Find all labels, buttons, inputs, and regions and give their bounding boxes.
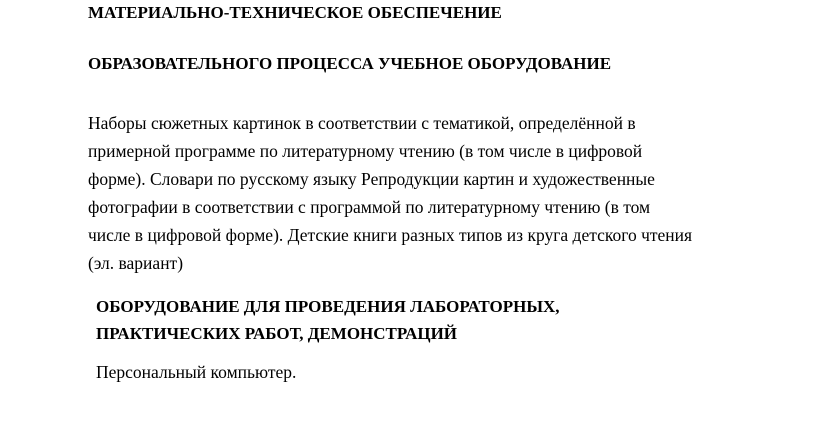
paragraph-materials-list — [88, 109, 692, 277]
paragraph-line: Наборы сюжетных картинок в соответствии с тематикой, определённой в — [88, 113, 636, 133]
heading-line: ПРАКТИЧЕСКИХ РАБОТ, ДЕМОНСТРАЦИЙ — [96, 324, 458, 343]
paragraph-line: числе в цифровой форме). Детские книги разных типов из круга детского чтения — [88, 225, 693, 245]
heading-material-support: МАТЕРИАЛЬНО-ТЕХНИЧЕСКОЕ ОБЕСПЕЧЕНИЕ — [88, 3, 502, 22]
heading-line: ОБОРУДОВАНИЕ ДЛЯ ПРОВЕДЕНИЯ ЛАБОРАТОРНЫХ, — [96, 297, 560, 316]
paragraph-line: фотографии в соответствии с программой по литературному чтению (в том — [88, 197, 651, 217]
heading-educational-equipment: ОБРАЗОВАТЕЛЬНОГО ПРОЦЕССА УЧЕБНОЕ ОБОРУДОВАНИЕ — [88, 54, 612, 73]
paragraph-line: форме). Словари по русскому языку Репродукции картин и художественные — [88, 169, 655, 189]
paragraph-computer: Персональный компьютер. — [96, 362, 297, 382]
paragraph-line: примерной программе по литературному чтению (в том числе в цифровой — [88, 141, 643, 161]
paragraph-line: (эл. вариант) — [88, 253, 184, 273]
heading-lab-equipment — [96, 293, 560, 347]
